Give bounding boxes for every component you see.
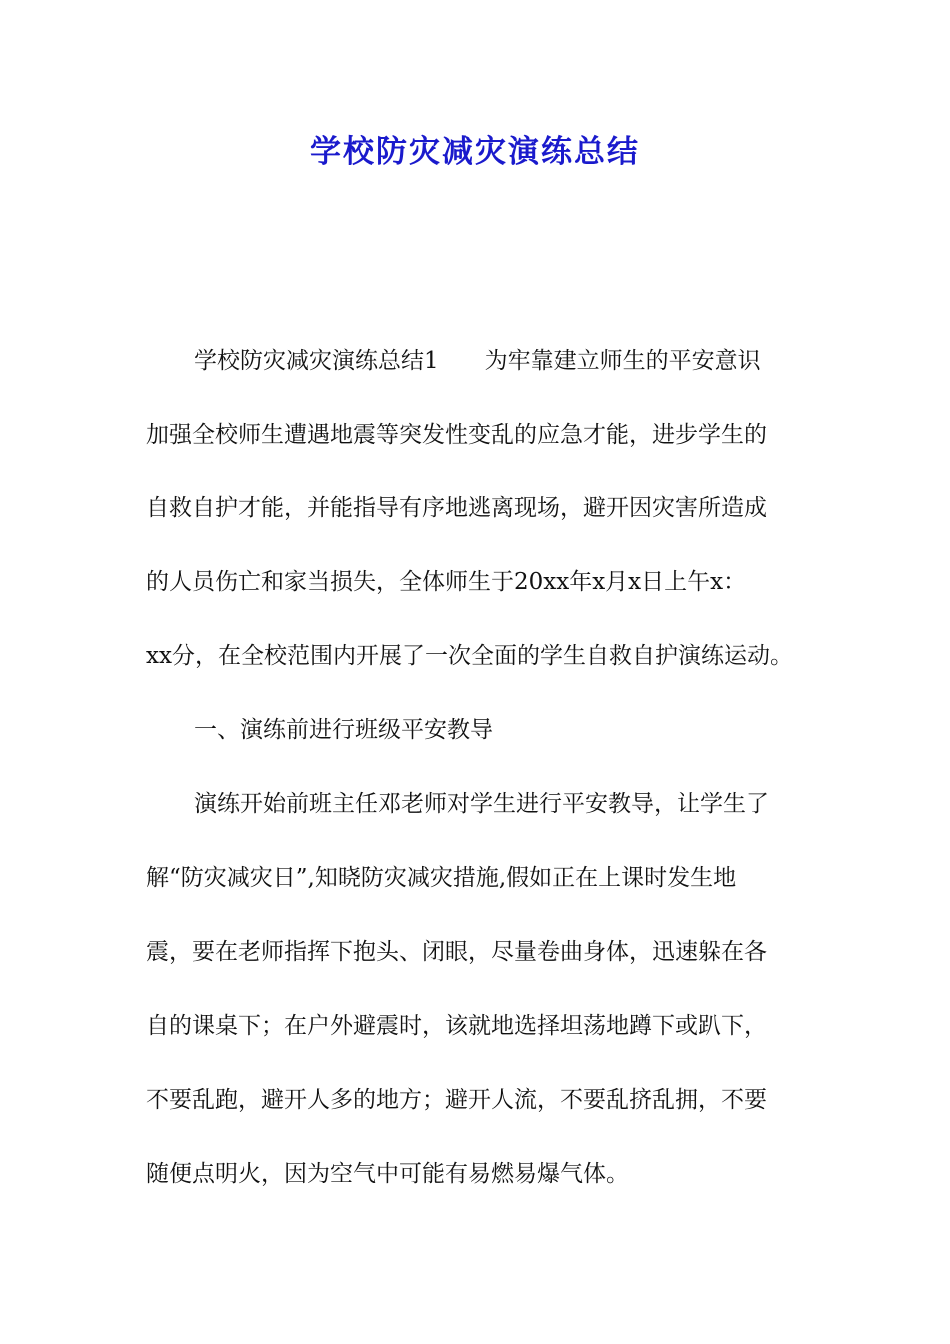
paragraph-2-line-3: 震，要在老师指挥下抱头、闭眼，尽量卷曲身体，迅速躲在各 <box>146 939 767 965</box>
paragraph-2-line-2: 解“防灾减灾日”,知晓防灾减灾措施,假如正在上课时发生地 <box>146 865 737 891</box>
paragraph-2-line-1: 演练开始前班主任邓老师对学生进行平安教导，让学生了 <box>194 791 769 817</box>
paragraph-2-line-5: 不要乱跑，避开人多的地方；避开人流，不要乱挤乱拥，不要 <box>146 1087 767 1113</box>
paragraph-2-line-6: 随便点明火，因为空气中可能有易燃易爆气体。 <box>146 1161 629 1187</box>
paragraph-1-line-4: 的人员伤亡和家当损失，全体师生于20xx年x月x日上午x： <box>146 569 747 595</box>
paragraph-1-line-2: 加强全校师生遭遇地震等突发性变乱的应急才能，进步学生的 <box>146 422 767 448</box>
section-heading: 一、演练前进行班级平安教导 <box>194 717 493 743</box>
paragraph-1-line-5: xx分，在全校范围内开展了一次全面的学生自救自护演练运动。 <box>146 643 793 669</box>
paragraph-1-line-3: 自救自护才能，并能指导有序地逃离现场，避开因灾害所造成 <box>146 495 767 521</box>
document-title: 学校防灾减灾演练总结 <box>310 134 640 170</box>
paragraph-1-line-1: 学校防灾减灾演练总结1 为牢靠建立师生的平安意识 <box>194 348 761 374</box>
paragraph-2-line-4: 自的课桌下；在户外避震时，该就地选择坦荡地蹲下或趴下， <box>146 1013 767 1039</box>
